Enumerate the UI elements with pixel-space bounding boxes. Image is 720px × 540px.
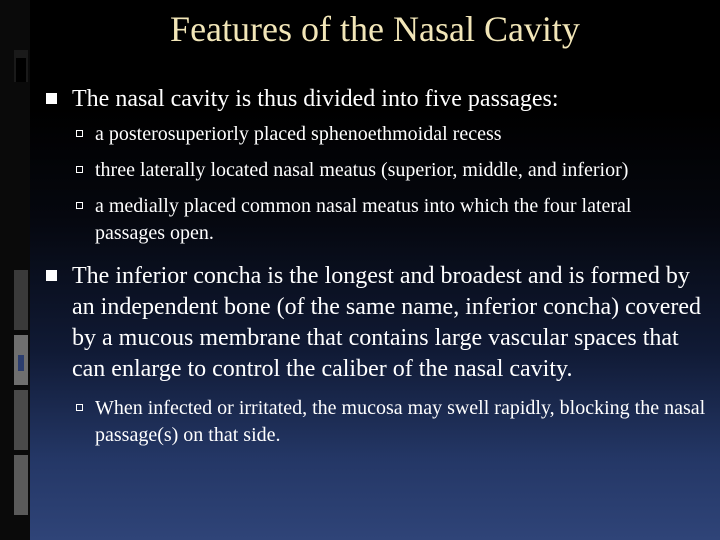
side-decoration-blocks [14, 0, 28, 540]
slide-content [46, 84, 706, 458]
bullet-item [46, 261, 706, 385]
bullet-text: The inferior concha is the longest and broadest and is formed by an independent bone (of the same name, inferior concha) covered by a mucous membrane that contains large vascular spaces that can enlarge to control the caliber of the nasal cavity. [72, 263, 702, 382]
bullet-item [46, 84, 706, 115]
square-bullet-icon [46, 93, 57, 104]
hollow-square-bullet-icon [76, 404, 83, 411]
hollow-square-bullet-icon [76, 202, 83, 209]
subbullet-text: three laterally located nasal meatus (superior, middle, and inferior) [95, 159, 629, 181]
subbullet-text: When infected or irritated, the mucosa may swell rapidly, blocking the nasal passage(s) on that side. [95, 397, 706, 446]
subbullet-item [46, 121, 706, 148]
bullet-text: The nasal cavity is thus divided into five passages: [72, 86, 559, 112]
slide-title: Features of the Nasal Cavity [170, 9, 580, 49]
square-bullet-icon [46, 270, 57, 281]
subbullet-text: a posterosuperiorly placed sphenoethmoidal recess [95, 123, 502, 145]
subbullet-text: a medially placed common nasal meatus into which the four lateral passages open. [95, 195, 632, 244]
hollow-square-bullet-icon [76, 130, 83, 137]
hollow-square-bullet-icon [76, 166, 83, 173]
subbullet-item [46, 193, 706, 247]
subbullet-item [46, 395, 706, 449]
subbullet-item [46, 157, 706, 184]
